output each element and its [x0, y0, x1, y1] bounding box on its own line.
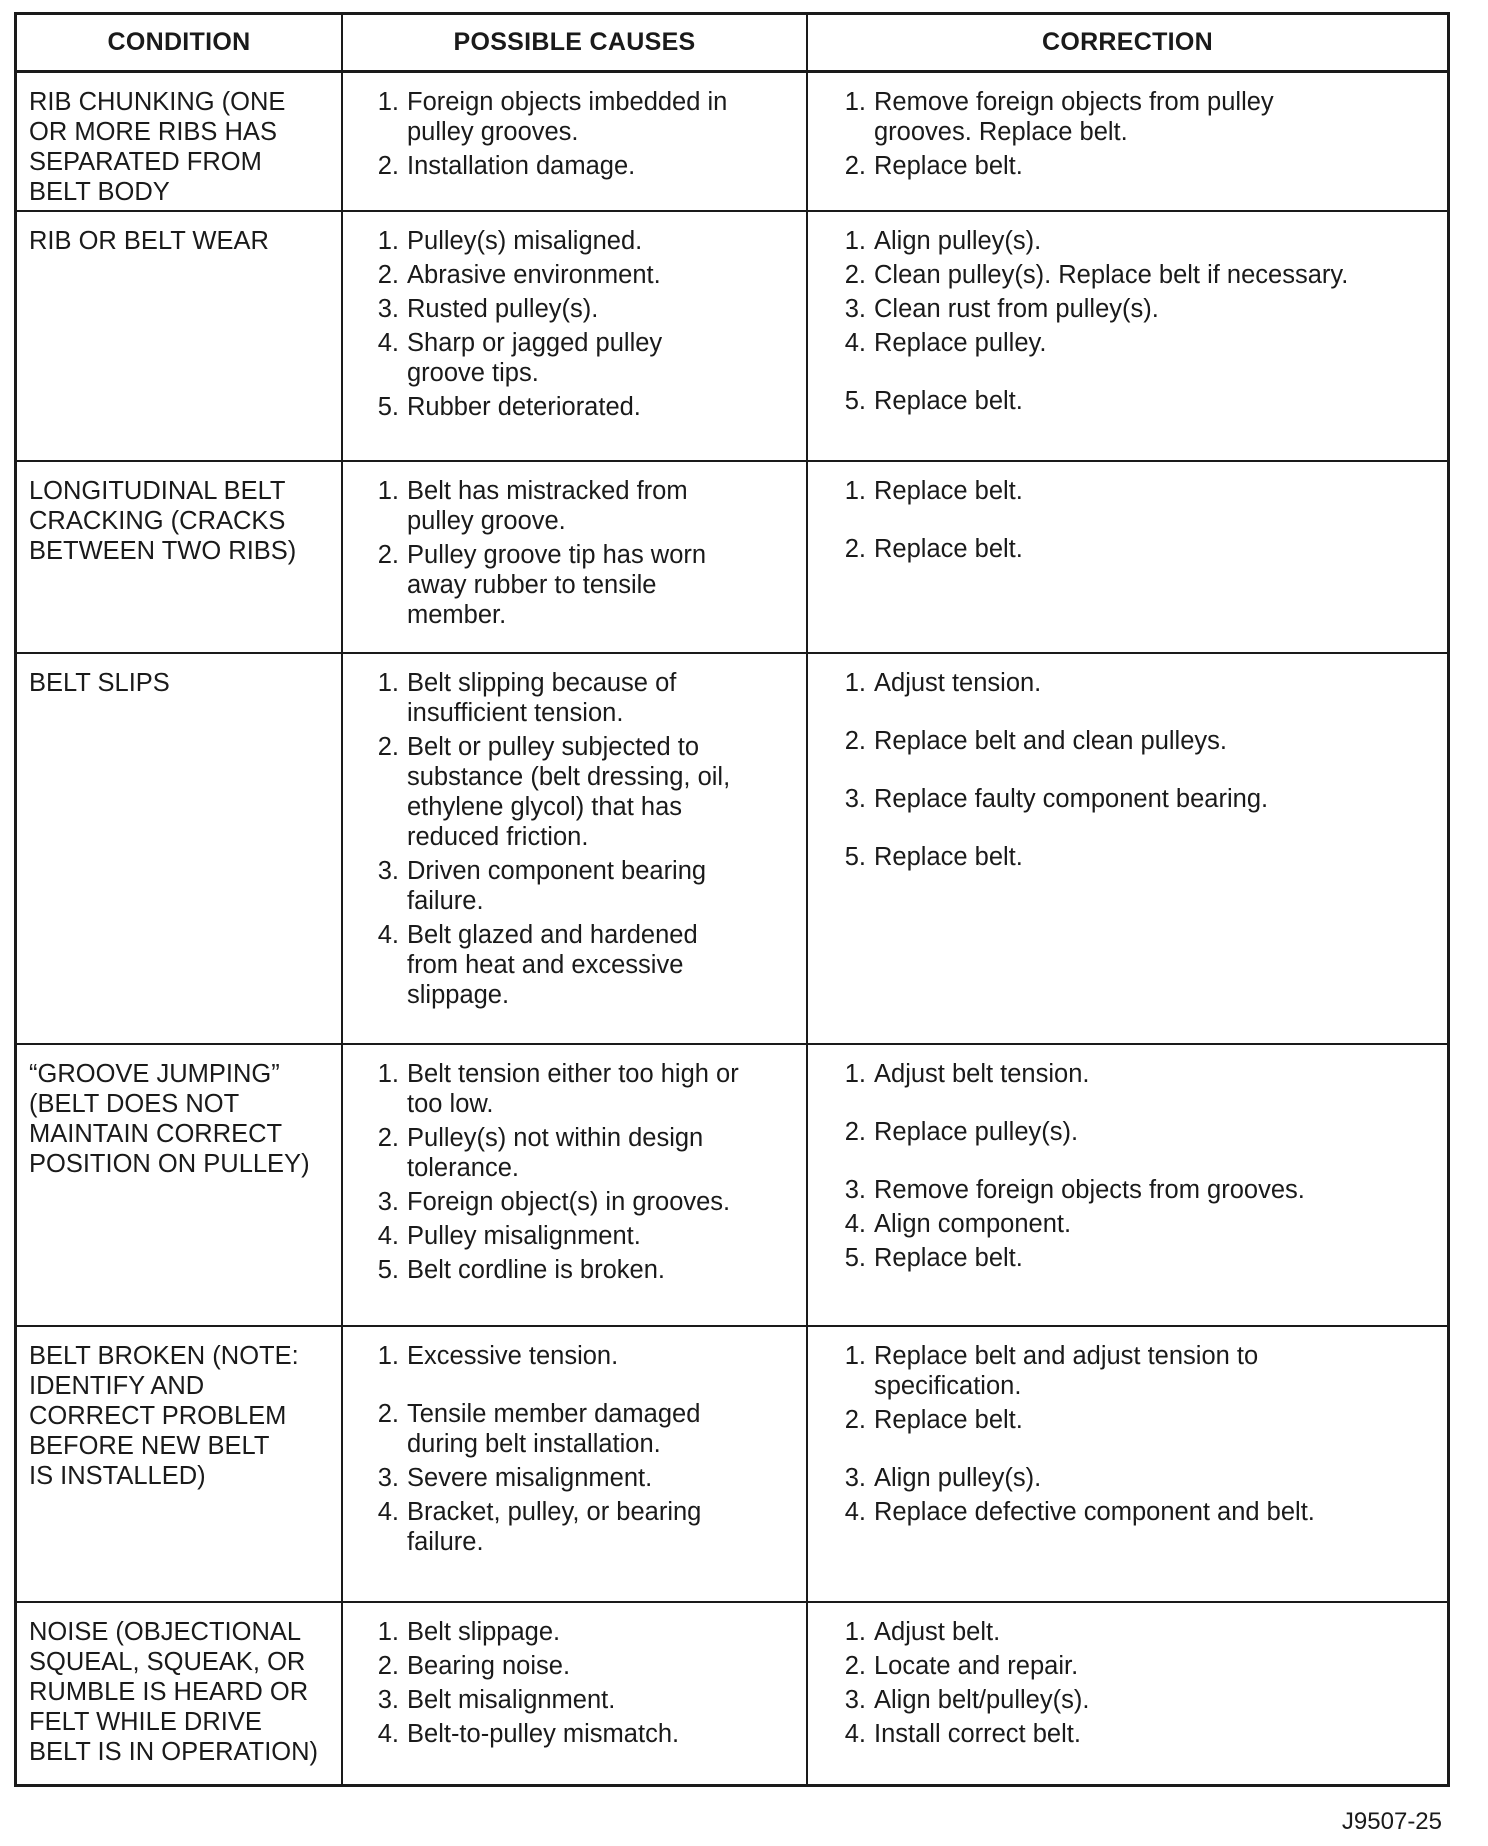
correction-cell	[808, 1603, 1447, 1784]
item-text: Align pulley(s).	[874, 227, 1042, 255]
causes-list	[343, 1603, 806, 1749]
item-text: Adjust tension.	[874, 669, 1042, 697]
cause-item	[343, 1685, 792, 1715]
correction-cell	[808, 654, 1447, 1045]
cause-item	[343, 392, 792, 422]
cause-item	[343, 1341, 792, 1371]
item-number: 5.	[844, 843, 866, 871]
correction-cell	[808, 212, 1447, 462]
causes-cell	[343, 654, 808, 1045]
item-text: Foreign object(s) in grooves.	[407, 1188, 731, 1216]
cause-item	[343, 260, 792, 290]
item-number: 2.	[377, 1124, 399, 1152]
item-number: 3.	[844, 295, 866, 323]
cause-item	[343, 1059, 792, 1119]
item-text: Align pulley(s).	[874, 1464, 1042, 1492]
cause-item	[343, 1617, 792, 1647]
item-number: 1.	[844, 88, 866, 116]
cause-item	[343, 151, 792, 181]
item-text: Belt cordline is broken.	[407, 1256, 665, 1284]
causes-cell	[343, 73, 808, 212]
condition-cell: “GROOVE JUMPING” (BELT DOES NOT MAINTAIN CORRECT POSITION ON PULLEY)	[17, 1045, 343, 1327]
cause-item	[343, 1463, 792, 1493]
cause-item	[343, 328, 792, 388]
correction-item	[808, 1175, 1433, 1205]
cause-item	[343, 668, 792, 728]
item-number: 5.	[377, 393, 399, 421]
item-number: 3.	[844, 1464, 866, 1492]
cause-item	[343, 1719, 792, 1749]
item-text: Align component.	[874, 1210, 1072, 1238]
correction-item	[808, 1243, 1433, 1273]
item-text: Adjust belt.	[874, 1618, 1001, 1646]
cause-item	[343, 476, 792, 536]
figure-code: J9507-25	[1341, 1808, 1442, 1835]
corrections-list	[808, 1045, 1447, 1273]
item-number: 2.	[377, 733, 399, 761]
item-text: Bearing noise.	[407, 1652, 571, 1680]
causes-cell	[343, 1045, 808, 1327]
causes-list	[343, 1045, 806, 1285]
item-number: 3.	[377, 1464, 399, 1492]
item-text: Rusted pulley(s).	[407, 295, 599, 323]
item-number: 1.	[377, 227, 399, 255]
condition-cell: NOISE (OBJECTIONAL SQUEAL, SQUEAK, OR RUMBLE IS HEARD OR FELT WHILE DRIVE BELT IS IN OPERATION)	[17, 1603, 343, 1784]
item-text: Replace belt.	[874, 387, 1023, 415]
item-text: Belt slippage.	[407, 1618, 561, 1646]
item-text: Pulley misalignment.	[407, 1222, 641, 1250]
corrections-list	[808, 73, 1447, 181]
correction-item	[808, 476, 1433, 506]
correction-item	[808, 1405, 1433, 1435]
cause-item	[343, 1399, 792, 1459]
correction-item	[808, 151, 1433, 181]
item-number: 2.	[844, 1652, 866, 1680]
correction-item	[808, 668, 1433, 698]
corrections-list	[808, 654, 1447, 872]
item-text: Pulley(s) not within design tolerance.	[407, 1124, 704, 1182]
item-number: 4.	[844, 1498, 866, 1526]
cause-item	[343, 1123, 792, 1183]
cause-item	[343, 1187, 792, 1217]
item-text: Replace belt.	[874, 152, 1023, 180]
item-text: Sharp or jagged pulley groove tips.	[407, 329, 663, 387]
item-text: Foreign objects imbedded in pulley grooves.	[407, 88, 728, 146]
item-text: Belt slipping because of insufficient tension.	[407, 669, 677, 727]
item-number: 2.	[377, 1652, 399, 1680]
correction-item	[808, 842, 1433, 872]
item-number: 2.	[377, 1400, 399, 1428]
item-number: 2.	[844, 535, 866, 563]
item-text: Replace belt.	[874, 843, 1023, 871]
item-number: 4.	[377, 1720, 399, 1748]
item-text: Remove foreign objects from grooves.	[874, 1176, 1305, 1204]
correction-item	[808, 1497, 1433, 1527]
cause-item	[343, 294, 792, 324]
corrections-list	[808, 1603, 1447, 1749]
correction-item	[808, 294, 1433, 324]
correction-item	[808, 1209, 1433, 1239]
item-number: 2.	[844, 152, 866, 180]
item-number: 1.	[844, 669, 866, 697]
causes-list	[343, 462, 806, 630]
item-text: Severe misalignment.	[407, 1464, 653, 1492]
item-number: 3.	[377, 1188, 399, 1216]
correction-item	[808, 1617, 1433, 1647]
cause-item	[343, 226, 792, 256]
cause-item	[343, 732, 792, 852]
item-text: Replace pulley(s).	[874, 1118, 1079, 1146]
correction-cell	[808, 1327, 1447, 1603]
item-text: Adjust belt tension.	[874, 1060, 1090, 1088]
item-text: Replace belt and clean pulleys.	[874, 727, 1227, 755]
item-number: 4.	[377, 921, 399, 949]
item-number: 3.	[844, 1686, 866, 1714]
item-text: Replace belt.	[874, 1406, 1023, 1434]
item-text: Replace belt.	[874, 477, 1023, 505]
cause-item	[343, 920, 792, 1010]
item-text: Clean rust from pulley(s).	[874, 295, 1159, 323]
causes-cell	[343, 462, 808, 654]
cause-item	[343, 1255, 792, 1285]
causes-list	[343, 73, 806, 181]
item-text: Belt misalignment.	[407, 1686, 616, 1714]
header-possible-causes: POSSIBLE CAUSES	[343, 15, 808, 73]
item-text: Bracket, pulley, or bearing failure.	[407, 1498, 702, 1556]
item-number: 1.	[377, 88, 399, 116]
item-text: Belt or pulley subjected to substance (belt dressing, oil, ethylene glycol) that has reduced friction.	[407, 733, 731, 851]
item-number: 3.	[377, 857, 399, 885]
cause-item	[343, 540, 792, 630]
item-number: 1.	[377, 669, 399, 697]
item-text: Align belt/pulley(s).	[874, 1686, 1090, 1714]
cause-item	[343, 87, 792, 147]
condition-cell: LONGITUDINAL BELT CRACKING (CRACKS BETWEEN TWO RIBS)	[17, 462, 343, 654]
correction-item	[808, 534, 1433, 564]
item-number: 1.	[377, 1618, 399, 1646]
cause-item	[343, 1497, 792, 1557]
correction-item	[808, 226, 1433, 256]
header-condition: CONDITION	[17, 15, 343, 73]
item-number: 1.	[844, 1342, 866, 1370]
item-text: Pulley groove tip has worn away rubber to tensile member.	[407, 541, 707, 629]
item-number: 2.	[377, 541, 399, 569]
correction-item	[808, 1059, 1433, 1089]
item-number: 4.	[377, 329, 399, 357]
item-text: Clean pulley(s). Replace belt if necessary.	[874, 261, 1349, 289]
item-text: Abrasive environment.	[407, 261, 661, 289]
correction-item	[808, 784, 1433, 814]
item-number: 4.	[377, 1222, 399, 1250]
causes-cell	[343, 1327, 808, 1603]
item-text: Replace belt.	[874, 1244, 1023, 1272]
item-number: 4.	[844, 1720, 866, 1748]
item-text: Driven component bearing failure.	[407, 857, 707, 915]
correction-cell	[808, 1045, 1447, 1327]
correction-item	[808, 1117, 1433, 1147]
item-number: 2.	[844, 727, 866, 755]
correction-item	[808, 1719, 1433, 1749]
item-text: Locate and repair.	[874, 1652, 1079, 1680]
item-text: Belt glazed and hardened from heat and excessive slippage.	[407, 921, 698, 1009]
item-text: Belt tension either too high or too low.	[407, 1060, 739, 1118]
condition-cell: BELT BROKEN (NOTE: IDENTIFY AND CORRECT PROBLEM BEFORE NEW BELT IS INSTALLED)	[17, 1327, 343, 1603]
item-number: 1.	[377, 477, 399, 505]
item-number: 1.	[377, 1342, 399, 1370]
causes-list	[343, 212, 806, 422]
correction-item	[808, 1651, 1433, 1681]
item-text: Rubber deteriorated.	[407, 393, 641, 421]
item-number: 3.	[377, 1686, 399, 1714]
item-text: Belt-to-pulley mismatch.	[407, 1720, 680, 1748]
item-number: 3.	[844, 785, 866, 813]
correction-item	[808, 1341, 1433, 1401]
item-number: 2.	[844, 261, 866, 289]
item-number: 2.	[377, 152, 399, 180]
condition-cell: BELT SLIPS	[17, 654, 343, 1045]
item-number: 4.	[377, 1498, 399, 1526]
item-number: 5.	[844, 387, 866, 415]
causes-cell	[343, 212, 808, 462]
item-number: 2.	[377, 261, 399, 289]
item-text: Replace pulley.	[874, 329, 1047, 357]
item-text: Replace faulty component bearing.	[874, 785, 1269, 813]
item-text: Pulley(s) misaligned.	[407, 227, 643, 255]
item-text: Tensile member damaged during belt installation.	[407, 1400, 701, 1458]
correction-item	[808, 726, 1433, 756]
item-number: 1.	[844, 477, 866, 505]
correction-item	[808, 328, 1433, 358]
cause-item	[343, 856, 792, 916]
item-text: Belt has mistracked from pulley groove.	[407, 477, 688, 535]
correction-item	[808, 1685, 1433, 1715]
causes-cell	[343, 1603, 808, 1784]
correction-item	[808, 386, 1433, 416]
correction-item	[808, 1463, 1433, 1493]
correction-cell	[808, 462, 1447, 654]
cause-item	[343, 1651, 792, 1681]
correction-item	[808, 87, 1433, 147]
item-text: Replace defective component and belt.	[874, 1498, 1315, 1526]
item-number: 4.	[844, 1210, 866, 1238]
item-number: 5.	[844, 1244, 866, 1272]
item-number: 3.	[377, 295, 399, 323]
item-number: 1.	[377, 1060, 399, 1088]
item-number: 3.	[844, 1176, 866, 1204]
corrections-list	[808, 1327, 1447, 1527]
correction-cell	[808, 73, 1447, 212]
condition-cell: RIB OR BELT WEAR	[17, 212, 343, 462]
belt-diagnosis-table	[14, 12, 1450, 1787]
item-text: Replace belt.	[874, 535, 1023, 563]
correction-item	[808, 260, 1433, 290]
item-number: 4.	[844, 329, 866, 357]
item-number: 5.	[377, 1256, 399, 1284]
causes-list	[343, 654, 806, 1010]
condition-cell: RIB CHUNKING (ONE OR MORE RIBS HAS SEPARATED FROM BELT BODY	[17, 73, 343, 212]
item-text: Remove foreign objects from pulley grooves. Replace belt.	[874, 88, 1274, 146]
header-correction: CORRECTION	[808, 15, 1447, 73]
item-number: 1.	[844, 1618, 866, 1646]
corrections-list	[808, 212, 1447, 416]
corrections-list	[808, 462, 1447, 564]
item-text: Installation damage.	[407, 152, 636, 180]
item-text: Install correct belt.	[874, 1720, 1081, 1748]
item-text: Excessive tension.	[407, 1342, 619, 1370]
item-number: 1.	[844, 227, 866, 255]
item-number: 2.	[844, 1118, 866, 1146]
item-number: 2.	[844, 1406, 866, 1434]
item-number: 1.	[844, 1060, 866, 1088]
cause-item	[343, 1221, 792, 1251]
item-text: Replace belt and adjust tension to specification.	[874, 1342, 1259, 1400]
causes-list	[343, 1327, 806, 1557]
